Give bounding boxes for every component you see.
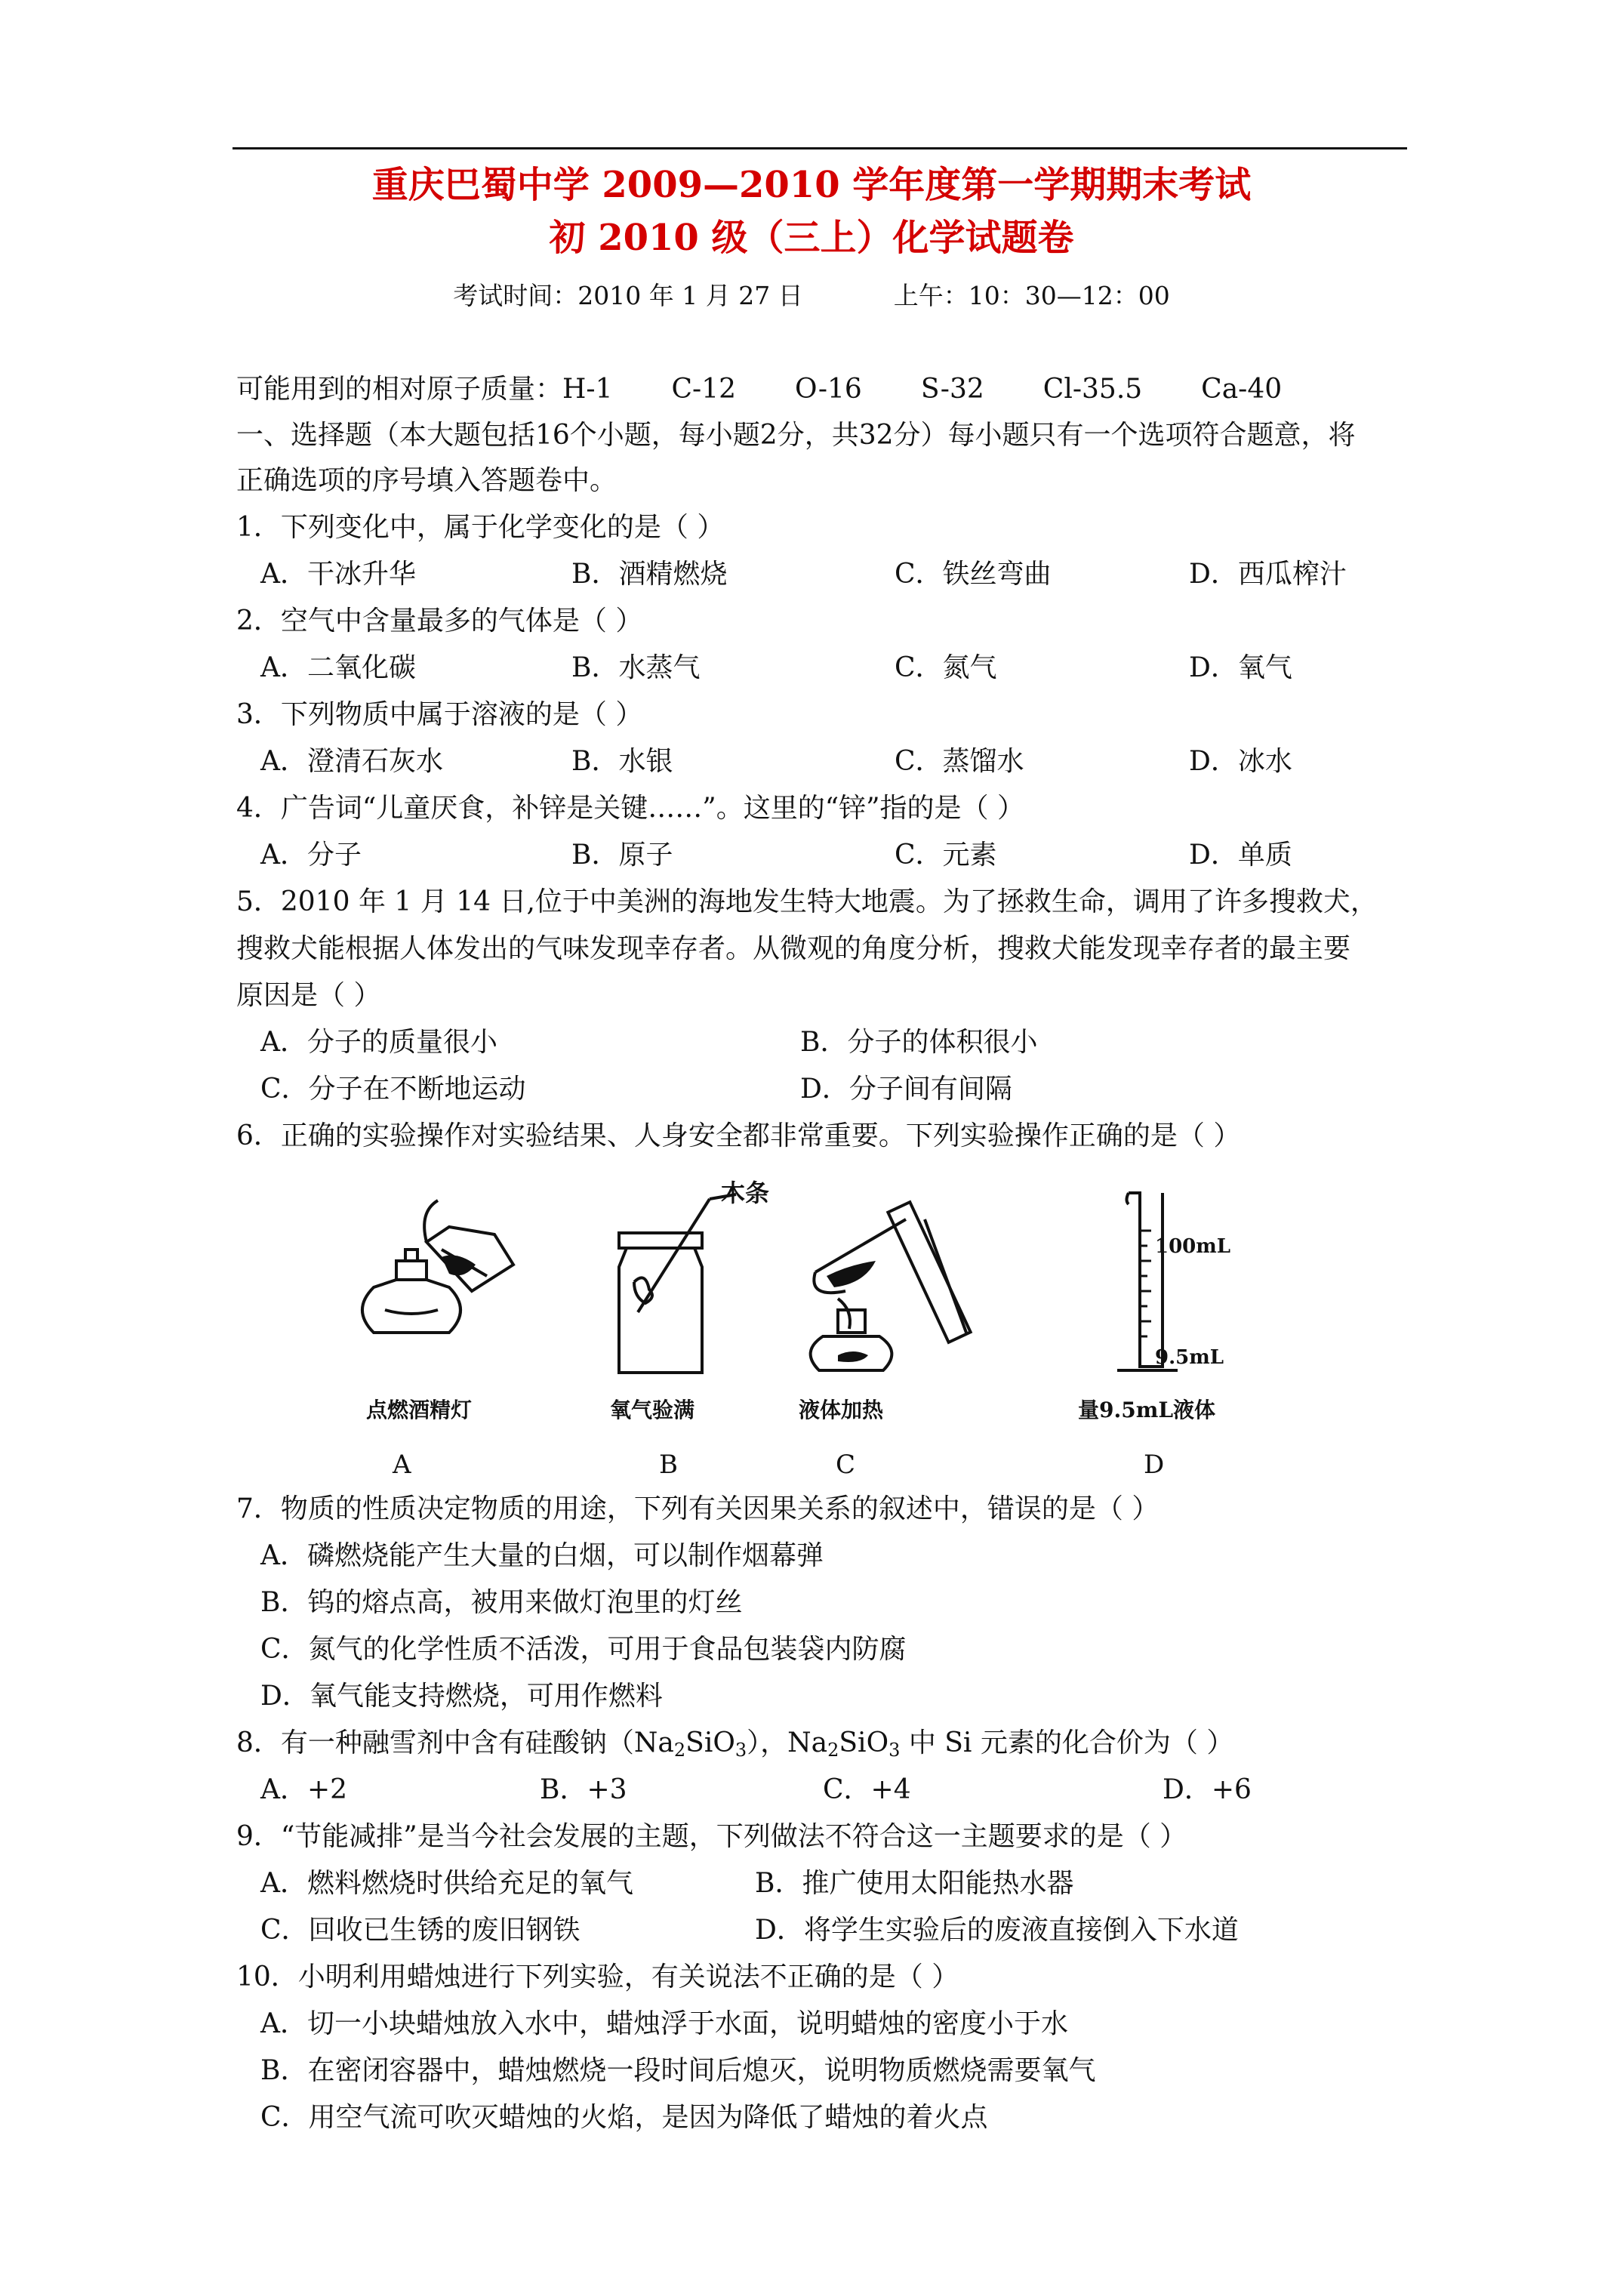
q10-option-a: A．切一小块蜡烛放入水中，蜡烛浮于水面，说明蜡烛的密度小于水	[260, 2008, 1068, 2039]
q7-option-c: C．氮气的化学性质不活泼，可用于食品包装袋内防腐	[260, 1634, 907, 1665]
figure-letter-c: C	[836, 1450, 856, 1480]
q1-option-c: C．铁丝弯曲	[895, 559, 1052, 590]
q8-option-b: B．+3	[540, 1774, 627, 1805]
q8-stem-post: 中 Si 元素的化合价为（ ）	[900, 1727, 1234, 1758]
mass-item: S-32	[920, 374, 984, 405]
exam-date: 考试时间：2010 年 1 月 27 日	[453, 281, 803, 310]
figure-letter-b: B	[659, 1450, 678, 1480]
caption-b: 氧气验满	[610, 1398, 695, 1422]
header-rule	[233, 147, 1407, 149]
q7-option-b: B．钨的熔点高，被用来做灯泡里的灯丝	[260, 1587, 743, 1618]
q1-option-a: A．干冰升华	[260, 559, 416, 590]
question-6: 6．正确的实验操作对实验结果、人身安全都非常重要。下列实验操作正确的是（ ）	[236, 1120, 1241, 1151]
exam-title: 重庆巴蜀中学 2009—2010 学年度第一学期期末考试	[371, 164, 1252, 206]
cylinder-100ml-label: 100mL	[1155, 1235, 1231, 1258]
mass-item: Cl-35.5	[1042, 374, 1143, 405]
q4-option-b: B．原子	[571, 840, 673, 871]
question-10: 10．小明利用蜡烛进行下列实验，有关说法不正确的是（ ）	[236, 1962, 959, 1992]
question-2: 2．空气中含量最多的气体是（ ）	[236, 606, 643, 636]
caption-a: 点燃酒精灯	[366, 1398, 473, 1422]
mass-item: O-16	[795, 374, 862, 405]
figure-letter-a: A	[393, 1450, 411, 1480]
q9-option-a: A．燃料燃烧时供给充足的氧气	[260, 1868, 633, 1899]
q3-option-b: B．水银	[571, 746, 673, 777]
question-8	[236, 1726, 1233, 1767]
question-5-line3: 原因是（ ）	[236, 980, 381, 1011]
exam-meta	[0, 279, 1623, 313]
q4-option-c: C．元素	[895, 840, 997, 871]
q5-option-d: D．分子间有间隔	[800, 1074, 1012, 1105]
q2-option-c: C．氮气	[895, 652, 997, 683]
alcohol-lamp-lighting-figure	[343, 1197, 532, 1382]
q3-option-a: A．澄清石灰水	[260, 746, 443, 777]
figure-letter-d: D	[1144, 1450, 1165, 1480]
section-heading: 一、选择题（本大题包括16个小题，每小题2分，共32分）每小题只有一个选项符合题意，将	[236, 420, 1356, 451]
question-9: 9．“节能减排”是当今社会发展的主题，下列做法不符合这一主题要求的是（ ）	[236, 1821, 1187, 1852]
liquid-heating-figure	[793, 1189, 1004, 1385]
question-5-line2: 搜救犬能根据人体发出的气味发现幸存者。从微观的角度分析，搜救犬能发现幸存者的最主要	[236, 933, 1351, 964]
question-4: 4．广告词“儿童厌食，补锌是关键……”。这里的“锌”指的是（ ）	[236, 793, 1024, 824]
question-7: 7．物质的性质决定物质的用途，下列有关因果关系的叙述中，错误的是（ ）	[236, 1493, 1160, 1524]
q5-option-a: A．分子的质量很小	[260, 1027, 497, 1058]
q1-option-b: B．酒精燃烧	[571, 559, 728, 590]
mass-item: C-12	[671, 374, 737, 405]
q2-option-b: B．水蒸气	[571, 652, 701, 683]
q9-option-d: D．将学生实验后的废液直接倒入下水道	[755, 1915, 1239, 1946]
q2-option-a: A．二氧化碳	[260, 652, 416, 683]
oxygen-test-figure	[604, 1184, 785, 1380]
masses-label: 可能用到的相对原子质量：	[236, 374, 563, 405]
question-5-line1: 5．2010 年 1 月 14 日,位于中美洲的海地发生特大地震。为了拯救生命，调用了许多搜救犬，	[236, 886, 1378, 917]
q8-formula: SiO	[839, 1727, 889, 1758]
q5-option-b: B．分子的体积很小	[800, 1027, 1038, 1058]
caption-d: 量9.5mL液体	[1078, 1398, 1216, 1422]
mass-item: H-1	[562, 374, 613, 405]
q10-option-c: C．用空气流可吹灭蜡烛的火焰，是因为降低了蜡烛的着火点	[260, 2102, 988, 2133]
q8-formula: SiO	[685, 1727, 735, 1758]
cylinder-9-5ml-label: 9.5mL	[1155, 1346, 1224, 1369]
exam-time: 上午：10：30—12：00	[893, 281, 1170, 310]
q8-sub: 3	[735, 1740, 747, 1761]
question-1: 1．下列变化中，属于化学变化的是（ ）	[236, 512, 725, 543]
q9-option-b: B．推广使用太阳能热水器	[755, 1868, 1074, 1899]
q1-option-d: D．西瓜榨汁	[1189, 559, 1347, 590]
section-heading-cont: 正确选项的序号填入答题卷中。	[236, 465, 617, 496]
q8-option-c: C．+4	[823, 1774, 911, 1805]
q5-option-c: C．分子在不断地运动	[260, 1074, 526, 1105]
q8-sub: 2	[673, 1740, 686, 1761]
q8-option-a: A．+2	[260, 1774, 348, 1805]
q8-stem-pre: 8．有一种融雪剂中含有硅酸钠（Na	[236, 1727, 674, 1758]
q4-option-d: D．单质	[1189, 840, 1292, 871]
q8-mid: ），Na	[747, 1727, 828, 1758]
q2-option-d: D．氧气	[1189, 652, 1292, 683]
mass-item: Ca-40	[1201, 374, 1283, 405]
q9-option-c: C．回收已生锈的废旧钢铁	[260, 1915, 581, 1946]
q7-option-d: D．氧气能支持燃烧，可用作燃料	[260, 1681, 663, 1712]
q8-sub: 3	[888, 1740, 901, 1761]
q8-sub: 2	[827, 1740, 839, 1761]
q10-option-b: B．在密闭容器中，蜡烛燃烧一段时间后熄灭，说明物质燃烧需要氧气	[260, 2055, 1096, 2086]
stick-label: 木条	[721, 1179, 770, 1207]
q3-option-d: D．冰水	[1189, 746, 1292, 777]
q3-option-c: C．蒸馏水	[895, 746, 1024, 777]
q7-option-a: A．磷燃烧能产生大量的白烟，可以制作烟幕弹	[260, 1540, 824, 1571]
caption-c: 液体加热	[799, 1398, 884, 1422]
atomic-masses	[236, 372, 1282, 407]
q8-option-d: D．+6	[1163, 1774, 1252, 1805]
q4-option-a: A．分子	[260, 840, 362, 871]
question-3: 3．下列物质中属于溶液的是（ ）	[236, 699, 643, 730]
exam-subtitle: 初 2010 级（三上）化学试题卷	[549, 217, 1074, 259]
